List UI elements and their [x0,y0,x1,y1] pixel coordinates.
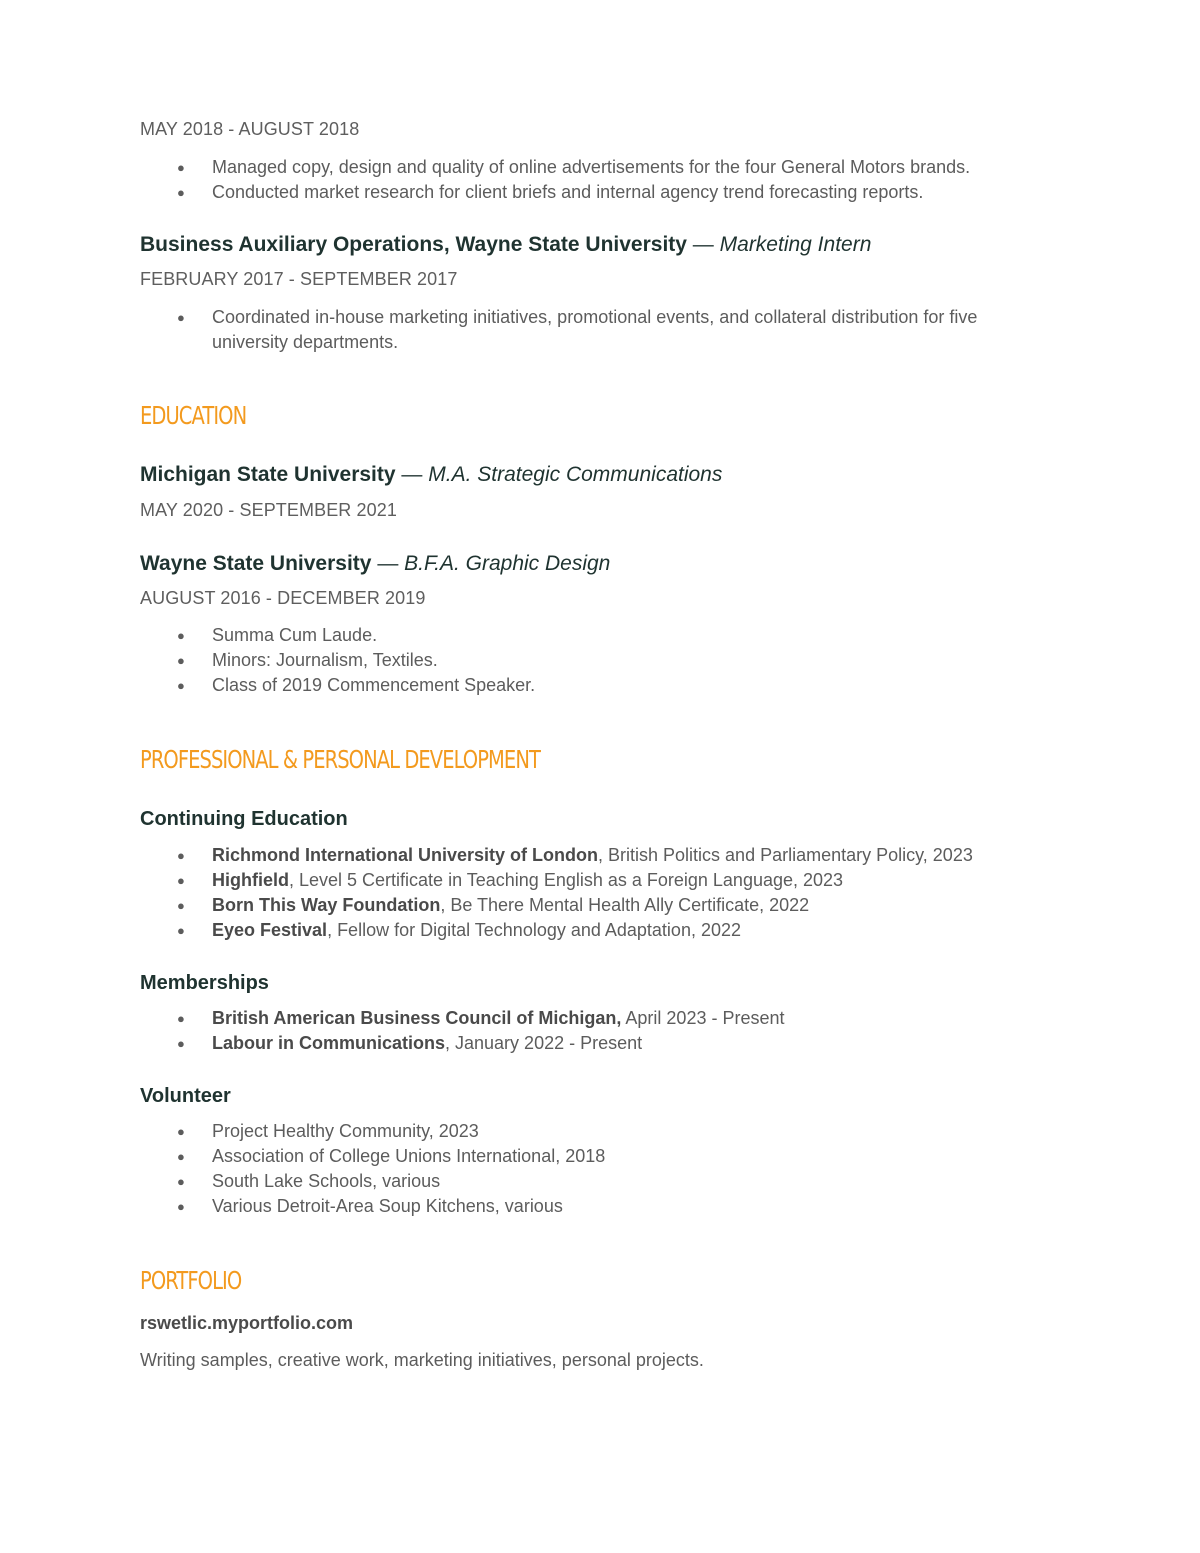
portfolio-description: Writing samples, creative work, marketing initiatives, personal projects. [140,1350,704,1370]
education-entry-1-dates: MAY 2020 - SEPTEMBER 2021 [140,500,397,520]
school-name: Wayne State University [140,552,372,575]
list-item: ● Highfield, Level 5 Certificate in Teaching English as a Foreign Language, 2023 [140,868,1070,893]
portfolio-link[interactable]: rswetlic.myportfolio.com [140,1313,354,1333]
education-entry-2-dates: AUGUST 2016 - DECEMBER 2019 [140,588,426,608]
education-heading: EDUCATION [140,401,247,430]
list-item: ● South Lake Schools, various [140,1169,1070,1194]
education-entry-1-heading [140,463,722,487]
list-item: ● Richmond International University of London, British Politics and Parliamentary Policy, 2023 [140,843,1070,868]
job2-bullet-list [140,305,1070,355]
list-item: ● Association of College Unions International, 2018 [140,1144,1070,1169]
list-item: ● Coordinated in-house marketing initiatives, promotional events, and collateral distribution for five university departments. [140,305,1042,355]
job1-bullet-list [140,155,1070,205]
list-item: ● Managed copy, design and quality of online advertisements for the four General Motors brands. [140,155,1070,180]
memberships-heading: Memberships [140,972,269,994]
development-heading: PROFESSIONAL & PERSONAL DEVELOPMENT [140,745,540,774]
job2-heading [140,233,871,257]
job2-dates: FEBRUARY 2017 - SEPTEMBER 2017 [140,269,458,289]
job1-dates: MAY 2018 - AUGUST 2018 [140,119,360,139]
list-item: ● Conducted market research for client briefs and internal agency trend forecasting reports. [140,180,1070,205]
list-item: ● Summa Cum Laude. [140,623,1070,648]
list-item: ● Born This Way Foundation, Be There Mental Health Ally Certificate, 2022 [140,893,1070,918]
list-item: ● Project Healthy Community, 2023 [140,1119,1070,1144]
school-name: Michigan State University [140,463,396,486]
education-entry-2-bullets [140,623,1070,698]
volunteer-list [140,1119,1070,1219]
list-item: ● Minors: Journalism, Textiles. [140,648,1070,673]
memberships-list [140,1006,1070,1056]
job2-title: Marketing Intern [719,233,872,256]
separator: — [371,552,405,575]
list-item: ● Various Detroit-Area Soup Kitchens, various [140,1194,1070,1219]
list-item: ● Eyeo Festival, Fellow for Digital Technology and Adaptation, 2022 [140,918,1070,943]
education-entry-2-heading [140,552,610,576]
job2-separator: — [686,233,720,256]
list-item: ● Class of 2019 Commencement Speaker. [140,673,1070,698]
degree: B.F.A. Graphic Design [404,552,611,575]
job2-org: Business Auxiliary Operations, Wayne State University [140,233,687,256]
list-item: ● British American Business Council of Michigan, April 2023 - Present [140,1006,1070,1031]
portfolio-heading: PORTFOLIO [140,1266,242,1295]
list-item: ● Labour in Communications, January 2022 - Present [140,1031,1070,1056]
volunteer-heading: Volunteer [140,1085,231,1107]
continuing-education-heading: Continuing Education [140,808,348,830]
continuing-education-list [140,843,1070,943]
degree: M.A. Strategic Communications [428,463,723,486]
separator: — [395,463,429,486]
